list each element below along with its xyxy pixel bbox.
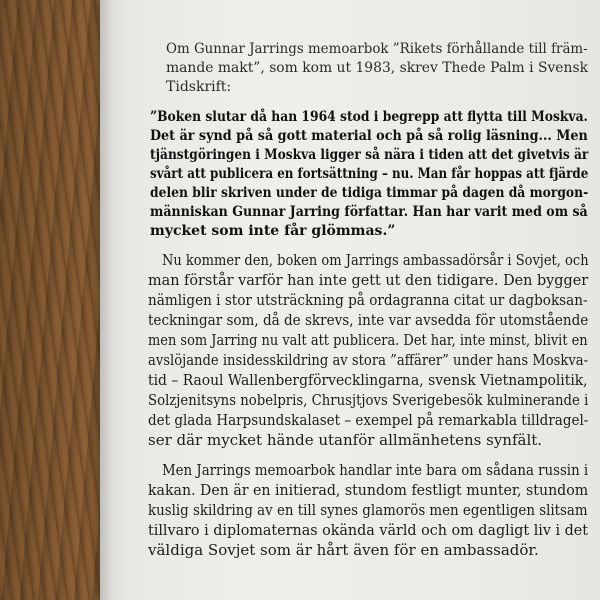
- wooden-table: [0, 0, 110, 600]
- body-line: kakan. Den är en initierad, stundom festligt munter, stundom: [148, 481, 589, 499]
- body-line: avslöjande insidesskildring av stora ”affärer” under hans Moskva-: [148, 351, 589, 369]
- quote-line: tjänstgöringen i Moskva ligger så nära i tiden att det givetvis är: [150, 147, 589, 163]
- body-line: det glada Harpsundskalaset – exempel på remarkabla tilldragel-: [148, 411, 589, 429]
- quote-line: ”Boken slutar då han 1964 stod i begrepp att flytta till Moskva.: [150, 109, 588, 125]
- body-line: väldiga Sovjet som är hårt även för en ambassadör.: [148, 541, 539, 559]
- intro-line: mande makt”, som kom ut 1983, skrev Thede Palm i Svensk: [166, 60, 588, 76]
- body-line: Nu kommer den, boken om Jarrings ambassadörsår i Sovjet, och: [162, 251, 589, 269]
- body-line: kuslig skildring av en till synes glamorös men egentligen slitsam: [148, 501, 588, 519]
- book-page: [100, 0, 600, 600]
- quote-line: delen blir skriven under de tidiga timmar på dagen då morgon-: [150, 185, 589, 201]
- intro-line: Tidskrift:: [166, 79, 232, 95]
- quote-line: svårt att publicera en fortsättning – nu. Man får hoppas att fjärde: [150, 166, 589, 182]
- quote-line: mycket som inte får glömmas.”: [150, 223, 396, 239]
- body-line: nämligen i stor utsträckning på ordagranna citat ur dagboksan-: [148, 291, 588, 309]
- quote-line: Det är synd på så gott material och på så rolig läsning... Men: [150, 128, 588, 144]
- body-line: tillvaro i diplomaternas okända värld och om dagligt liv i det: [148, 521, 589, 539]
- body-line: men som Jarring nu valt att publicera. Det har, inte minst, blivit en: [148, 331, 588, 349]
- body-line: tid – Raoul Wallenbergförvecklingarna, svensk Vietnampolitik,: [148, 371, 588, 389]
- body-line: Solzjenitsyns nobelpris, Chrusjtjovs Sverigebesök kulminerande i: [148, 391, 589, 409]
- body-line: Men Jarrings memoarbok handlar inte bara om sådana russin i: [162, 461, 589, 479]
- quote-line: människan Gunnar Jarring författar. Han har varit med om så: [150, 204, 588, 220]
- body-line: man förstår varför han inte gett ut den tidigare. Den bygger: [148, 271, 589, 289]
- body-line: teckningar som, då de skrevs, inte var avsedda för utomstående: [148, 311, 589, 329]
- intro-line: Om Gunnar Jarrings memoarbok ”Rikets förhållande till främ-: [166, 41, 588, 57]
- body-line: ser där mycket hände utanför allmänhetens synfält.: [148, 431, 543, 449]
